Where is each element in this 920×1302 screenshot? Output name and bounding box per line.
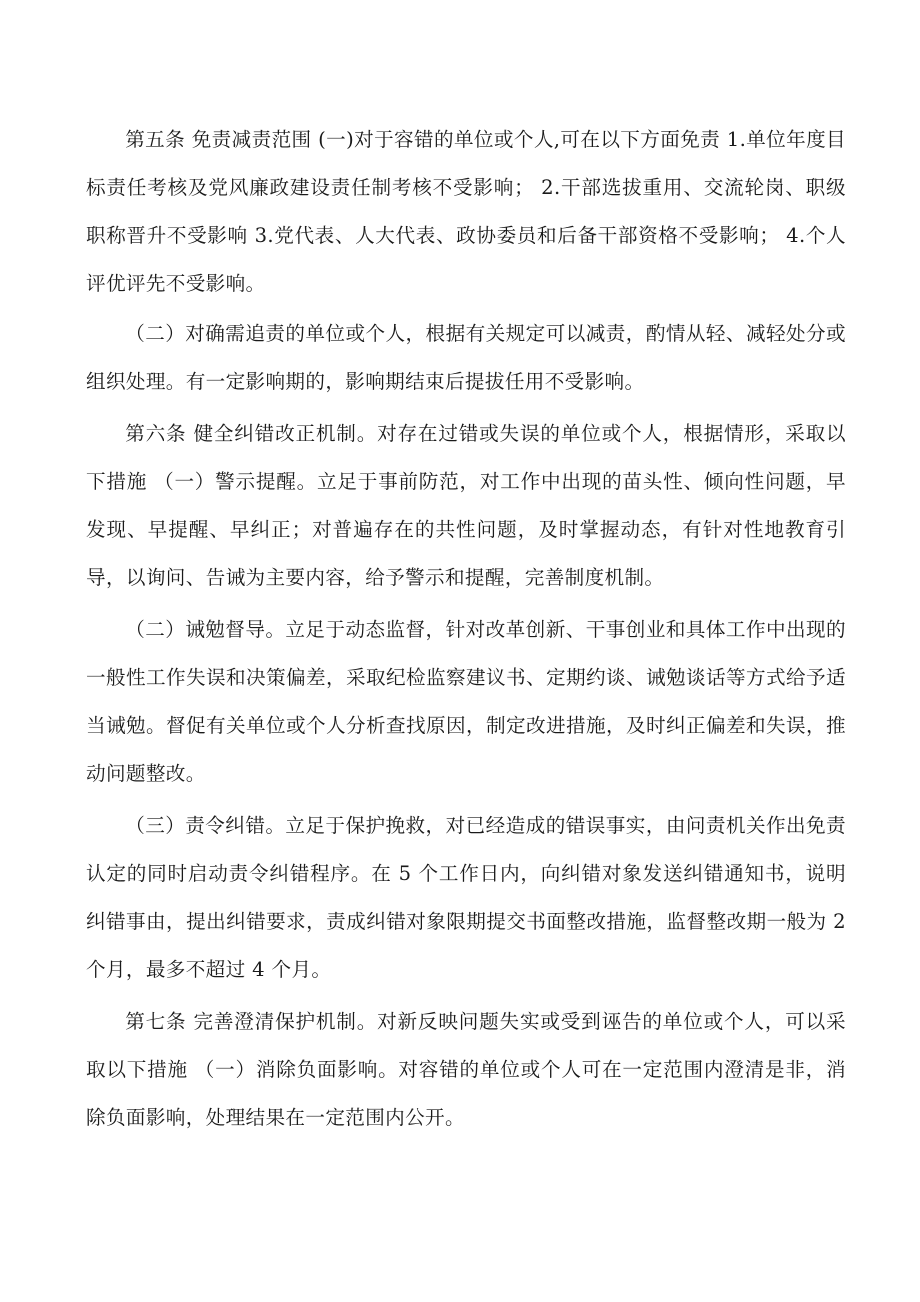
paragraph-article-7: 第七条 完善澄清保护机制。对新反映问题失实或受到诬告的单位或个人，可以采取以下措施 （一）消除负面影响。对容错的单位或个人可在一定范围内澄清是非，消除负面影响，处理结果在一定范围内公开。 xyxy=(86,1010,846,1129)
paragraph-article-6: 第六条 健全纠错改正机制。对存在过错或失误的单位或个人，根据情形，采取以下措施 （一）警示提醒。立足于事前防范，对工作中出现的苗头性、倾向性问题，早发现、早提醒、早纠正；对普遍存在的共性问题，及时掌握动态，有针对性地教育引导，以询问、告诫为主要内容，给予警示和提醒，完善制度机制。 xyxy=(86,422,846,589)
paragraph-article-6-item-3: （三）责令纠错。立足于保护挽救，对已经造成的错误事实，由问责机关作出免责认定的同时启动责令纠错程序。在 5 个工作日内，向纠错对象发送纠错通知书，说明纠错事由，提出纠错要求，责成纠错对象限期提交书面整改措施，监督整改期一般为 2 个月，最多不超过 4 个月。 xyxy=(86,814,846,981)
paragraph-article-5-item-2: （二）对确需追责的单位或个人，根据有关规定可以减责，酌情从轻、减轻处分或组织处理。有一定影响期的，影响期结束后提拔任用不受影响。 xyxy=(86,322,846,393)
document-body xyxy=(86,116,846,1156)
paragraph-article-5: 第五条 免责减责范围 (一)对于容错的单位或个人,可在以下方面免责 1.单位年度目标责任考核及党风廉政建设责任制考核不受影响； 2.干部选拔重用、交流轮岗、职级职称晋升不受影响 3.党代表、人大代表、政协委员和后备干部资格不受影响； 4.个人评优评先不受影响。 xyxy=(86,128,846,295)
paragraph-article-6-item-2: （二）诫勉督导。立足于动态监督，针对改革创新、干事创业和具体工作中出现的一般性工作失误和决策偏差，采取纪检监察建议书、定期约谈、诫勉谈话等方式给予适当诫勉。督促有关单位或个人分析查找原因，制定改进措施，及时纠正偏差和失误，推动问题整改。 xyxy=(86,618,846,785)
